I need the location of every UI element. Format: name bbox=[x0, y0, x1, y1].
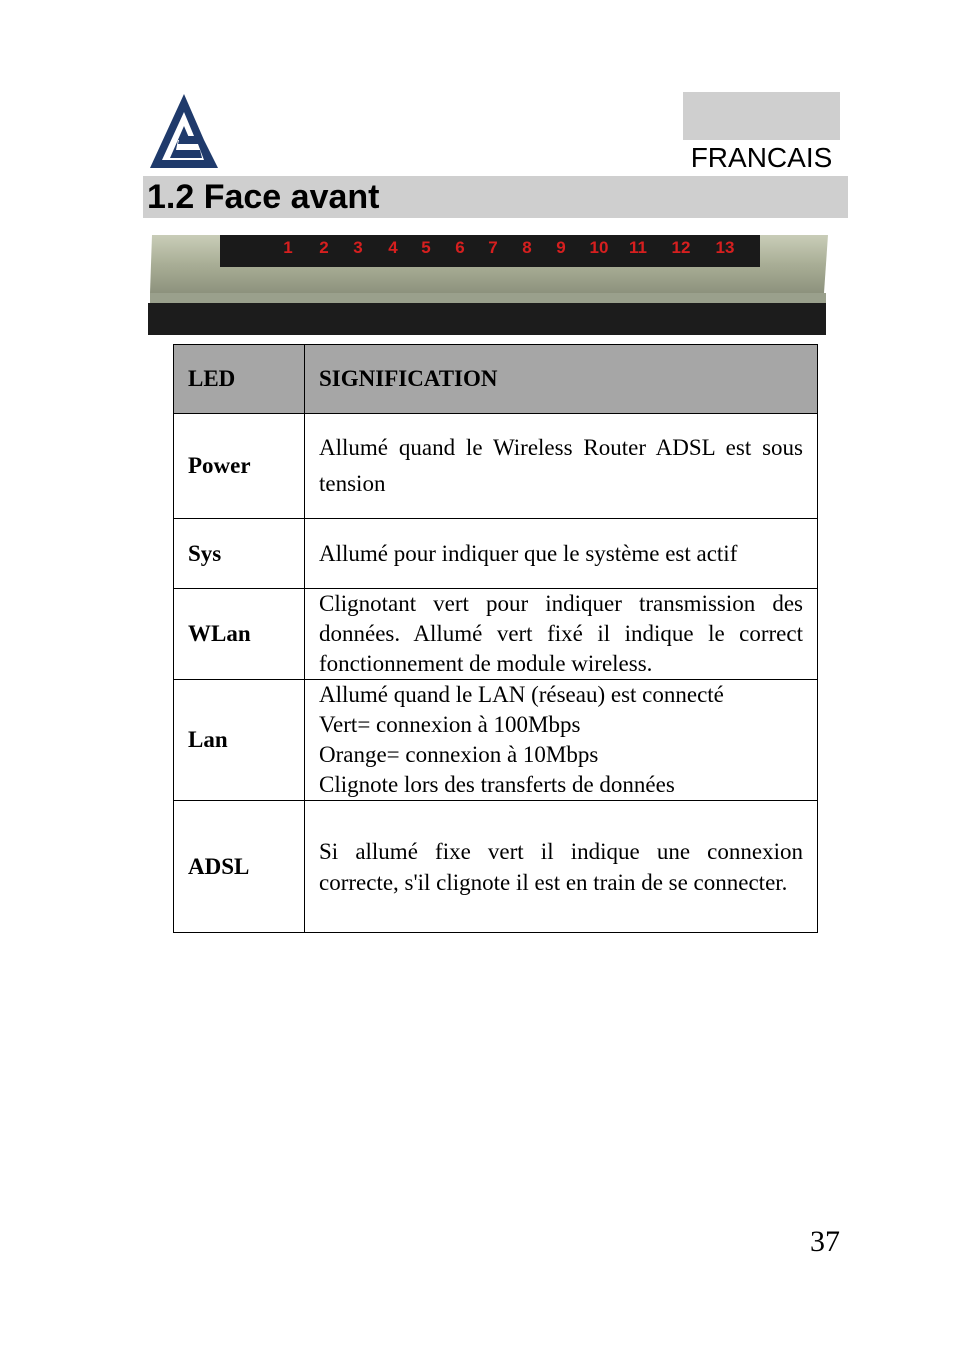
led-number-label: 7 bbox=[488, 238, 498, 257]
led-table bbox=[173, 344, 818, 933]
led-description bbox=[305, 589, 818, 680]
led-name: WLan bbox=[174, 589, 305, 680]
description-line: Vert= connexion à 100Mbps bbox=[319, 712, 581, 737]
led-number-label: 2 bbox=[319, 238, 329, 257]
header-led: LED bbox=[174, 345, 305, 414]
led-number-label: 8 bbox=[522, 238, 532, 257]
table-row bbox=[174, 589, 818, 680]
led-number-label: 11 bbox=[629, 238, 647, 257]
description-line: Orange= connexion à 10Mbps bbox=[319, 742, 599, 767]
page-number: 37 bbox=[810, 1225, 840, 1258]
led-description bbox=[305, 801, 818, 933]
led-number-label: 1 bbox=[283, 238, 293, 257]
led-description bbox=[305, 680, 818, 801]
header-signification: SIGNIFICATION bbox=[305, 345, 818, 414]
table-row bbox=[174, 414, 818, 519]
led-number-label: 4 bbox=[388, 238, 398, 257]
description-line: Clignote lors des transferts de données bbox=[319, 772, 675, 797]
led-name: ADSL bbox=[174, 801, 305, 933]
led-description bbox=[305, 414, 818, 519]
description-line: Allumé quand le LAN (réseau) est connecté bbox=[319, 682, 724, 707]
language-label: FRANCAIS bbox=[683, 140, 840, 176]
led-number-label: 12 bbox=[671, 238, 691, 257]
description-line: Allumé quand le Wireless Router ADSL est sous tension bbox=[319, 435, 803, 496]
table-row bbox=[174, 680, 818, 801]
atlantis-logo-icon bbox=[148, 92, 220, 170]
section-title: 1.2 Face avant bbox=[147, 178, 380, 216]
led-number-label: 3 bbox=[353, 238, 363, 257]
table-row bbox=[174, 519, 818, 589]
description-line: Si allumé fixe vert il indique une connexion correcte, s'il clignote il est en train de se connecter. bbox=[319, 838, 803, 895]
led-number-label: 5 bbox=[421, 238, 431, 257]
led-number-label: 10 bbox=[589, 238, 609, 257]
description-line: Clignotant vert pour indiquer transmission des données. Allumé vert fixé il indique le correct fonctionnement de module wireless. bbox=[319, 591, 803, 676]
led-name: Lan bbox=[174, 680, 305, 801]
led-name: Power bbox=[174, 414, 305, 519]
led-table-header-row bbox=[174, 345, 818, 414]
led-description bbox=[305, 519, 818, 589]
led-number-label: 6 bbox=[455, 238, 465, 257]
led-name: Sys bbox=[174, 519, 305, 589]
led-number-label: 13 bbox=[715, 238, 735, 257]
led-number-label: 9 bbox=[556, 238, 566, 257]
router-front-panel-image bbox=[148, 233, 832, 337]
description-line: Allumé pour indiquer que le système est actif bbox=[319, 540, 738, 566]
table-row bbox=[174, 801, 818, 933]
